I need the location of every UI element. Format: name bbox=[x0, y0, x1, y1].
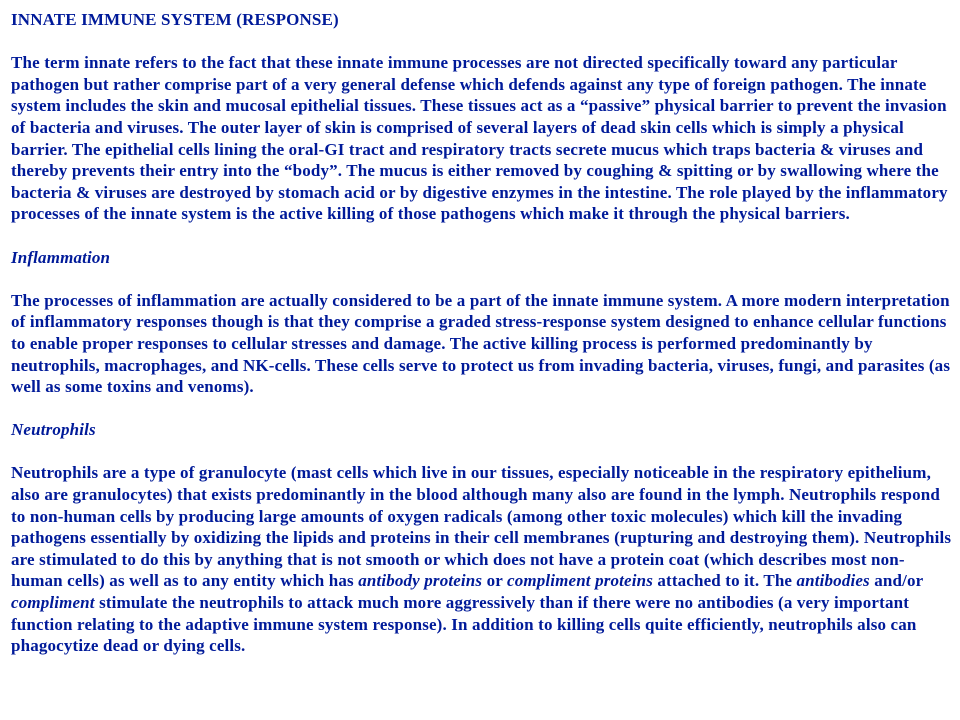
document-title: INNATE IMMUNE SYSTEM (RESPONSE) bbox=[11, 10, 339, 29]
neutrophils-heading: Neutrophils bbox=[11, 420, 96, 440]
neutrophils-paragraph bbox=[11, 462, 954, 656]
antibodies-term: antibodies bbox=[796, 571, 870, 591]
neutrophils-text-4: and/or bbox=[869, 571, 923, 591]
inflammation-paragraph: The processes of inflammation are actually considered to be a part of the innate immune system. A more modern interpretation of inflammatory responses though is that they comprise a graded stress-response system designed to enhance cellular functions to enable proper responses to cellular stresses and damage. The active killing process is performed predominantly by neutrophils, macrophages, and NK-cells. These cells serve to protect us from invading bacteria, viruses, fungi, and parasites (as well as some toxins and venoms). bbox=[11, 290, 951, 397]
antibody-proteins-term: antibody proteins bbox=[358, 571, 483, 591]
compliment-term: compliment bbox=[11, 593, 95, 613]
neutrophils-text-2: or bbox=[482, 571, 508, 591]
neutrophils-text-3: attached to it. The bbox=[652, 571, 797, 591]
inflammation-heading: Inflammation bbox=[11, 247, 111, 267]
neutrophils-text-1: Neutrophils are a type of granulocyte (mast cells which live in our tissues, especially noticeable in the respiratory epithelium, also are granulocytes) that exists predominantly in the blood although many also are found in the lymph. Neutrophils respond to non-human cells by producing large amounts of oxygen radicals (among other toxic molecules) which kill the invading pathogens essentially by oxidizing the lipids and proteins in their cell membranes (rupturing and destroying them). Neutrophils are stimulated to do this by anything that is not smooth or which does not have a protein coat (which describes most non-human cells) as well as to any entity which has bbox=[11, 463, 952, 591]
neutrophils-text-5: stimulate the neutrophils to attack much more aggressively than if there were no antibodies (a very important function relating to the adaptive immune system response). In addition to killing cells quite efficiently, neutrophils also can phagocytize dead or dying cells. bbox=[11, 593, 917, 656]
compliment-proteins-term: compliment proteins bbox=[507, 571, 653, 591]
intro-paragraph: The term innate refers to the fact that these innate immune processes are not directed specifically toward any particular pathogen but rather comprise part of a very general defense which defends against any type of foreign pathogen. The innate system includes the skin and mucosal epithelial tissues. These tissues act as a “passive” physical barrier to prevent the invasion of bacteria and viruses. The outer layer of skin is comprised of several layers of dead skin cells which is simply a physical barrier. The epithelial cells lining the oral-GI tract and respiratory tracts secrete mucus which traps bacteria & viruses and thereby prevents their entry into the “body”. The mucus is either removed by coughing & spitting or by swallowing where the bacteria & viruses are destroyed by stomach acid or by digestive enzymes in the intestine. The role played by the inflammatory processes of the innate system is the active killing of those pathogens which make it through the physical barriers. bbox=[11, 53, 948, 224]
